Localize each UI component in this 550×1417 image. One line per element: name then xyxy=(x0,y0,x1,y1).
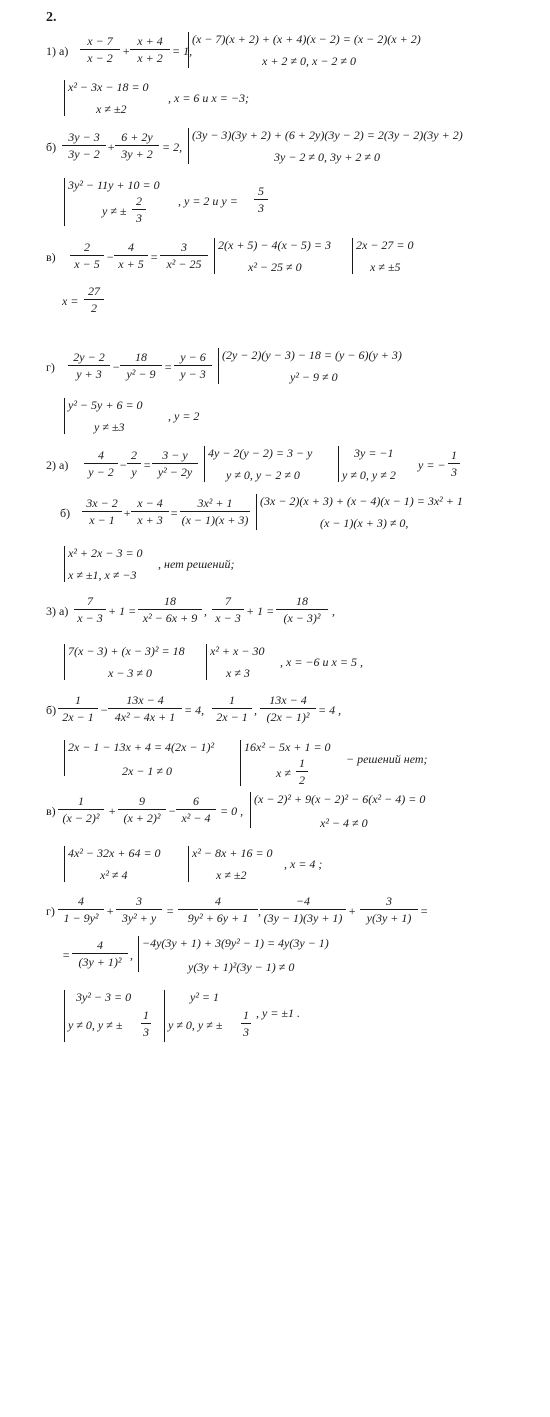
frac-3g-6: 4 (3y + 1)² xyxy=(72,938,128,969)
brace-2b-2 xyxy=(64,546,65,582)
sys-1a-line2: x + 2 ≠ 0, x − 2 ≠ 0 xyxy=(262,54,357,68)
label-2a: 2) а) xyxy=(46,458,69,472)
op-1g-minus: − xyxy=(112,360,121,374)
eq-2a: = xyxy=(143,458,152,472)
eq-2b: = xyxy=(170,506,179,520)
sys-3a-line2: x − 3 ≠ 0 xyxy=(108,666,153,680)
op-3g-plus: + xyxy=(106,904,115,918)
frac-3b-sys: 1 2 xyxy=(296,756,308,787)
label-2b: б) xyxy=(60,506,71,520)
brace-3g-1 xyxy=(138,936,139,972)
sys-2a-line4: y ≠ 0, y ≠ 2 xyxy=(342,468,396,482)
brace-3v-2 xyxy=(64,846,65,882)
sys-3g-line6: y ≠ 0, y ≠ ± xyxy=(168,1018,223,1032)
sys-3v-line1: (x − 2)² + 9(x − 2)² − 6(x² − 4) = 0 xyxy=(254,792,426,806)
brace-1b-1 xyxy=(188,128,189,164)
frac-3g-sys2: 1 3 xyxy=(243,1008,249,1039)
op-2b-plus: + xyxy=(123,506,132,520)
brace-2a-2 xyxy=(338,446,339,482)
answer-2a-label: y = − xyxy=(418,458,446,472)
sys-1b-line2: 3y − 2 ≠ 0, 3y + 2 ≠ 0 xyxy=(274,150,381,164)
label-3b: б) xyxy=(46,703,57,717)
brace-1g-2 xyxy=(64,398,65,434)
brace-1g-1 xyxy=(218,348,219,384)
sys-3v-line4: x² ≠ 4 xyxy=(100,868,128,882)
op-1a-plus: + xyxy=(122,44,131,58)
sys-3b-line4: x ≠ xyxy=(276,766,291,780)
brace-1b-2 xyxy=(64,178,65,226)
frac-1a-2: x + 4 x + 2 xyxy=(130,34,170,65)
eq-1b: = 2, xyxy=(162,140,183,154)
eq-3b: = 4, xyxy=(184,703,205,717)
sys-2a-line1: 4y − 2(y − 2) = 3 − y xyxy=(208,446,313,460)
sys-3g-line2: y(3y + 1)²(3y − 1) ≠ 0 xyxy=(188,960,295,974)
sys-3a-line4: x ≠ 3 xyxy=(226,666,250,680)
eq-1a: = 1, xyxy=(172,44,193,58)
comma-3g-2: , xyxy=(130,948,133,962)
sys-1g-line1: (2y − 2)(y − 3) − 18 = (y − 6)(y + 3) xyxy=(222,348,402,362)
sys-3b-line3: 16x² − 5x + 1 = 0 xyxy=(244,740,331,754)
answer-3v: , x = 4 ; xyxy=(284,857,323,871)
sys-1g-line3: y² − 5y + 6 = 0 xyxy=(68,398,143,412)
sys-1v-line4: x ≠ ±5 xyxy=(370,260,401,274)
brace-1v-2 xyxy=(352,238,353,274)
brace-3g-3 xyxy=(164,990,165,1042)
eq-1g: = xyxy=(164,360,173,374)
frac-3v-2: 9 (x + 2)² xyxy=(118,794,166,825)
sys-2b-line1: (3x − 2)(x + 3) + (x − 4)(x − 1) = 3x² + 1 xyxy=(260,494,463,508)
sys-1v-line2: x² − 25 ≠ 0 xyxy=(248,260,302,274)
frac-3g-2: 3 3y² + y xyxy=(116,894,162,925)
comma-3a: , xyxy=(204,604,207,618)
frac-3a-3: 7 x − 3 xyxy=(212,594,244,625)
sys-3v-line2: x² − 4 ≠ 0 xyxy=(320,816,368,830)
brace-2b-1 xyxy=(256,494,257,530)
sys-3v-line5: x² − 8x + 16 = 0 xyxy=(192,846,273,860)
frac-2b-1: 3x − 2 x − 1 xyxy=(82,496,122,527)
sys-2b-line3: x² + 2x − 3 = 0 xyxy=(68,546,143,560)
sys-3v-line3: 4x² − 32x + 64 = 0 xyxy=(68,846,161,860)
label-1g: г) xyxy=(46,360,55,374)
op-3g-plus-2: + xyxy=(348,904,357,918)
frac-2a-3: 3 − y y² − 2y xyxy=(152,448,198,479)
frac-2b-2: x − 4 x + 3 xyxy=(131,496,169,527)
brace-3a-2 xyxy=(206,644,207,680)
brace-3g-2 xyxy=(64,990,65,1042)
label-1v: в) xyxy=(46,250,56,264)
brace-1a-2 xyxy=(64,80,65,116)
comma-3a-2: , xyxy=(332,604,335,618)
sys-3a-line1: 7(x − 3) + (x − 3)² = 18 xyxy=(68,644,185,658)
sys-3g-line4: y ≠ 0, y ≠ ± xyxy=(68,1018,123,1032)
brace-3a-1 xyxy=(64,644,65,680)
answer-3b: − решений нет; xyxy=(346,752,428,766)
answer-1v-label: x = xyxy=(62,294,79,308)
frac-3b-1: 1 2x − 1 xyxy=(58,693,98,724)
frac-1b-1: 3y − 3 3y − 2 xyxy=(62,130,106,161)
frac-1v-3: 3 x² − 25 xyxy=(160,240,208,271)
op-3v-plus: + xyxy=(108,804,117,818)
frac-1v-ans: 27 2 xyxy=(84,284,104,315)
brace-1a-1 xyxy=(188,32,189,68)
answer-2b: , нет решений; xyxy=(158,557,235,571)
label-1b: б) xyxy=(46,140,57,154)
frac-2a-ans: 1 3 xyxy=(448,448,460,479)
sys-3g-line5: y² = 1 xyxy=(190,990,220,1004)
frac-3g-sys1: 1 3 xyxy=(143,1008,149,1039)
sys-1a-line3: x² − 3x − 18 = 0 xyxy=(68,80,149,94)
op-3a-1: + 1 = xyxy=(108,604,137,618)
frac-1a-1: x − 7 x − 2 xyxy=(80,34,120,65)
label-3a: 3) а) xyxy=(46,604,69,618)
op-3b-minus: − xyxy=(100,703,109,717)
op-3a-2: + 1 = xyxy=(246,604,275,618)
sys-2b-line4: x ≠ ±1, x ≠ −3 xyxy=(68,568,137,582)
frac-1b-sys: 2 3 xyxy=(132,194,146,225)
sys-1g-line2: y² − 9 ≠ 0 xyxy=(290,370,338,384)
eq-3g-3: = xyxy=(62,948,71,962)
eq-3b-2: = 4 , xyxy=(318,703,342,717)
brace-3b-1 xyxy=(64,740,65,776)
answer-1g: , y = 2 xyxy=(168,409,200,423)
frac-3v-3: 6 x² − 4 xyxy=(176,794,216,825)
op-1b-plus: + xyxy=(107,140,116,154)
brace-3b-2 xyxy=(240,740,241,786)
frac-3g-3: 4 9y² + 6y + 1 xyxy=(178,894,258,925)
frac-2a-2: 2 y xyxy=(127,448,141,479)
task-number: 2. xyxy=(46,10,57,25)
sys-2a-line2: y ≠ 0, y − 2 ≠ 0 xyxy=(226,468,300,482)
frac-1g-3: y − 6 y − 3 xyxy=(174,350,212,381)
frac-3b-2: 13x − 4 4x² − 4x + 1 xyxy=(108,693,182,724)
sys-1b-line3: 3y² − 11y + 10 = 0 xyxy=(68,178,160,192)
frac-1g-1: 2y − 2 y + 3 xyxy=(68,350,110,381)
frac-3g-5: 3 y(3y + 1) xyxy=(360,894,418,925)
answer-1a: , x = 6 и x = −3; xyxy=(168,91,249,105)
sys-3v-line6: x ≠ ±2 xyxy=(216,868,247,882)
answer-3a: , x = −6 и x = 5 , xyxy=(280,655,363,669)
op-3v-minus: − xyxy=(168,804,177,818)
frac-1v-2: 4 x + 5 xyxy=(114,240,148,271)
op-1v-minus: − xyxy=(106,250,115,264)
frac-3v-1: 1 (x − 2)² xyxy=(58,794,104,825)
brace-3v-1 xyxy=(250,792,251,828)
eq-3v: = 0 , xyxy=(220,804,244,818)
brace-3v-3 xyxy=(188,846,189,882)
eq-1v: = xyxy=(150,250,159,264)
brace-1v-1 xyxy=(214,238,215,274)
frac-1g-2: 18 y² − 9 xyxy=(120,350,162,381)
sys-1v-line3: 2x − 27 = 0 xyxy=(356,238,414,252)
sys-3g-line1: −4y(3y + 1) + 3(9y² − 1) = 4y(3y − 1) xyxy=(142,936,329,950)
sys-3b-line1: 2x − 1 − 13x + 4 = 4(2x − 1)² xyxy=(68,740,215,754)
sys-1a-line4: x ≠ ±2 xyxy=(96,102,127,116)
frac-2a-1: 4 y − 2 xyxy=(84,448,118,479)
comma-3b: , xyxy=(254,703,257,717)
sys-3g-line3: 3y² − 3 = 0 xyxy=(76,990,132,1004)
sys-2b-line2: (x − 1)(x + 3) ≠ 0, xyxy=(320,516,409,530)
answer-3g: , y = ±1 . xyxy=(256,1006,301,1020)
sys-1g-line4: y ≠ ±3 xyxy=(94,420,125,434)
frac-3b-4: 13x − 4 (2x − 1)² xyxy=(260,693,316,724)
frac-1v-1: 2 x − 5 xyxy=(70,240,104,271)
frac-3g-1: 4 1 − 9y² xyxy=(58,894,104,925)
frac-1b-2: 6 + 2y 3y + 2 xyxy=(115,130,159,161)
eq-3g-2: = xyxy=(420,904,429,918)
label-3v: в) xyxy=(46,804,56,818)
sys-1b-line4: y ≠ ± xyxy=(102,204,127,218)
sys-3b-line2: 2x − 1 ≠ 0 xyxy=(122,764,173,778)
sys-3a-line3: x² + x − 30 xyxy=(210,644,265,658)
brace-2a-1 xyxy=(204,446,205,482)
op-2a-minus: − xyxy=(119,458,128,472)
eq-3g: = xyxy=(166,904,175,918)
answer-1b: , y = 2 и y = xyxy=(178,194,238,208)
frac-3b-3: 1 2x − 1 xyxy=(212,693,252,724)
frac-1b-ans: 5 3 xyxy=(254,184,268,215)
frac-3g-4: −4 (3y − 1)(3y + 1) xyxy=(260,894,346,925)
sys-1b-line1: (3y − 3)(3y + 2) + (6 + 2y)(3y − 2) = 2(3y − 2)(3y + 2) xyxy=(192,128,463,142)
label-3g: г) xyxy=(46,904,55,918)
sys-1v-line1: 2(x + 5) − 4(x − 5) = 3 xyxy=(218,238,332,252)
frac-3a-2: 18 x² − 6x + 9 xyxy=(138,594,202,625)
frac-3a-4: 18 (x − 3)² xyxy=(276,594,328,625)
frac-2b-3: 3x² + 1 (x − 1)(x + 3) xyxy=(181,496,249,527)
label-1a: 1) а) xyxy=(46,44,69,58)
comma-3g: , xyxy=(258,904,261,918)
sys-2a-line3: 3y = −1 xyxy=(354,446,394,460)
sys-1a-line1: (x − 7)(x + 2) + (x + 4)(x − 2) = (x − 2)(x + 2) xyxy=(192,32,421,46)
frac-3a-1: 7 x − 3 xyxy=(74,594,106,625)
